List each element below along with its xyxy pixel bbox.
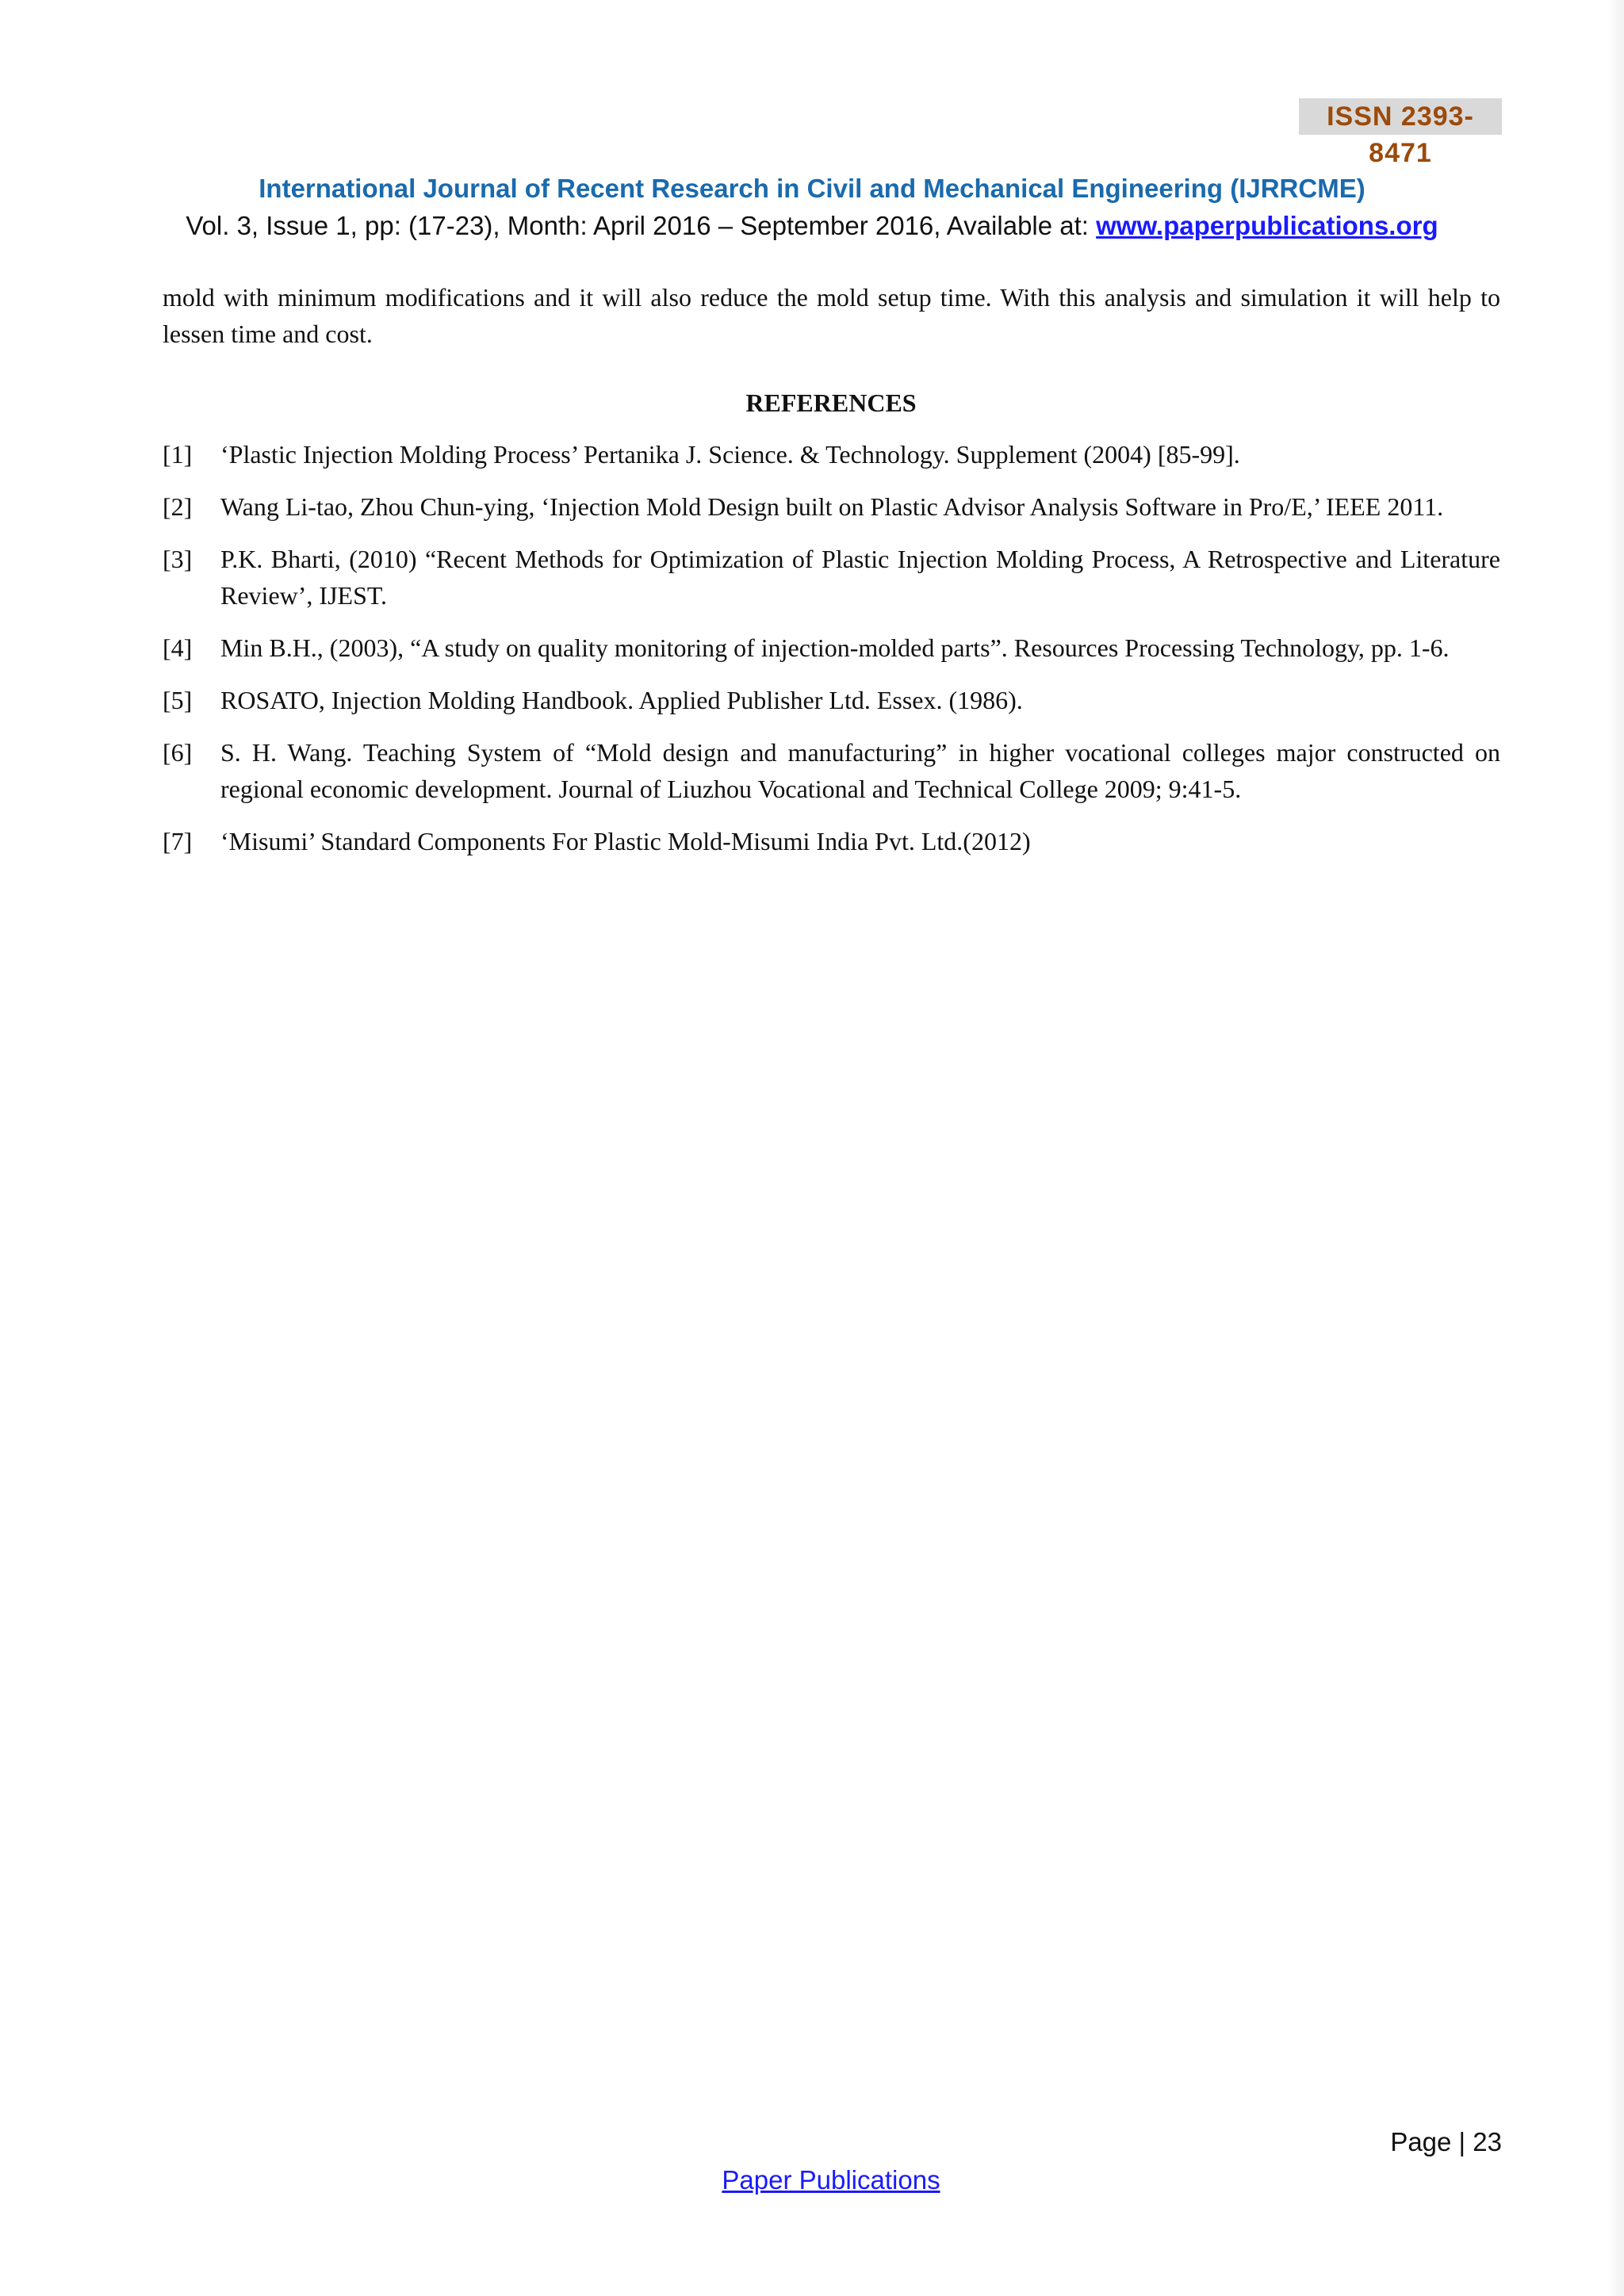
reference-number: [6] xyxy=(163,738,193,767)
page-edge-shade xyxy=(1607,0,1624,2296)
publisher-link[interactable]: Paper Publications xyxy=(722,2165,940,2195)
references-heading: REFERENCES xyxy=(745,388,917,417)
reference-text: Min B.H., (2003), “A study on quality monitoring of injection-molded parts”. Resources Processing Technology, pp. 1-6. xyxy=(220,633,1450,662)
issn-badge: ISSN 2393-8471 xyxy=(1299,98,1502,135)
reference-text: ‘Plastic Injection Molding Process’ Pertanika J. Science. & Technology. Supplement (2004) [85-99]. xyxy=(220,440,1240,469)
journal-title: International Journal of Recent Research in Civil and Mechanical Engineering (IJRRCME) xyxy=(259,174,1365,203)
volume-info-text: Vol. 3, Issue 1, pp: (17-23), Month: April 2016 – September 2016, Available at: xyxy=(186,211,1097,240)
journal-website-link[interactable]: www.paperpublications.org xyxy=(1096,211,1438,240)
references-list xyxy=(163,436,1500,875)
reference-number: [1] xyxy=(163,440,193,469)
footer-publisher xyxy=(0,2163,1624,2198)
volume-info-line xyxy=(0,208,1624,244)
body-paragraph: mold with minimum modifications and it will also reduce the mold setup time. With this analysis and simulation it will help to lessen time and cost. xyxy=(163,283,1500,348)
reference-number: [2] xyxy=(163,492,193,521)
reference-item xyxy=(163,436,1500,473)
reference-text: ROSATO, Injection Molding Handbook. Applied Publisher Ltd. Essex. (1986). xyxy=(220,686,1023,714)
reference-item xyxy=(163,488,1500,525)
reference-text: ‘Misumi’ Standard Components For Plastic Mold-Misumi India Pvt. Ltd.(2012) xyxy=(220,827,1031,855)
reference-item xyxy=(163,823,1500,859)
reference-text: Wang Li-tao, Zhou Chun-ying, ‘Injection Mold Design built on Plastic Advisor Analysis Software in Pro/E,’ IEEE 2011. xyxy=(220,492,1444,521)
reference-number: [7] xyxy=(163,827,193,855)
reference-text: P.K. Bharti, (2010) “Recent Methods for Optimization of Plastic Injection Molding Process, A Retrospective and Literature Review’, IJEST. xyxy=(220,545,1500,610)
reference-item xyxy=(163,734,1500,807)
reference-number: [4] xyxy=(163,633,193,662)
reference-text: S. H. Wang. Teaching System of “Mold design and manufacturing” in higher vocational colleges major constructed on regional economic development. Journal of Liuzhou Vocational and Technical College 2009; 9:41-5. xyxy=(220,738,1500,803)
reference-number: [3] xyxy=(163,545,193,573)
reference-item xyxy=(163,629,1500,666)
page-number: Page | 23 xyxy=(1390,2127,1502,2156)
reference-item xyxy=(163,541,1500,614)
reference-item xyxy=(163,682,1500,718)
reference-number: [5] xyxy=(163,686,193,714)
